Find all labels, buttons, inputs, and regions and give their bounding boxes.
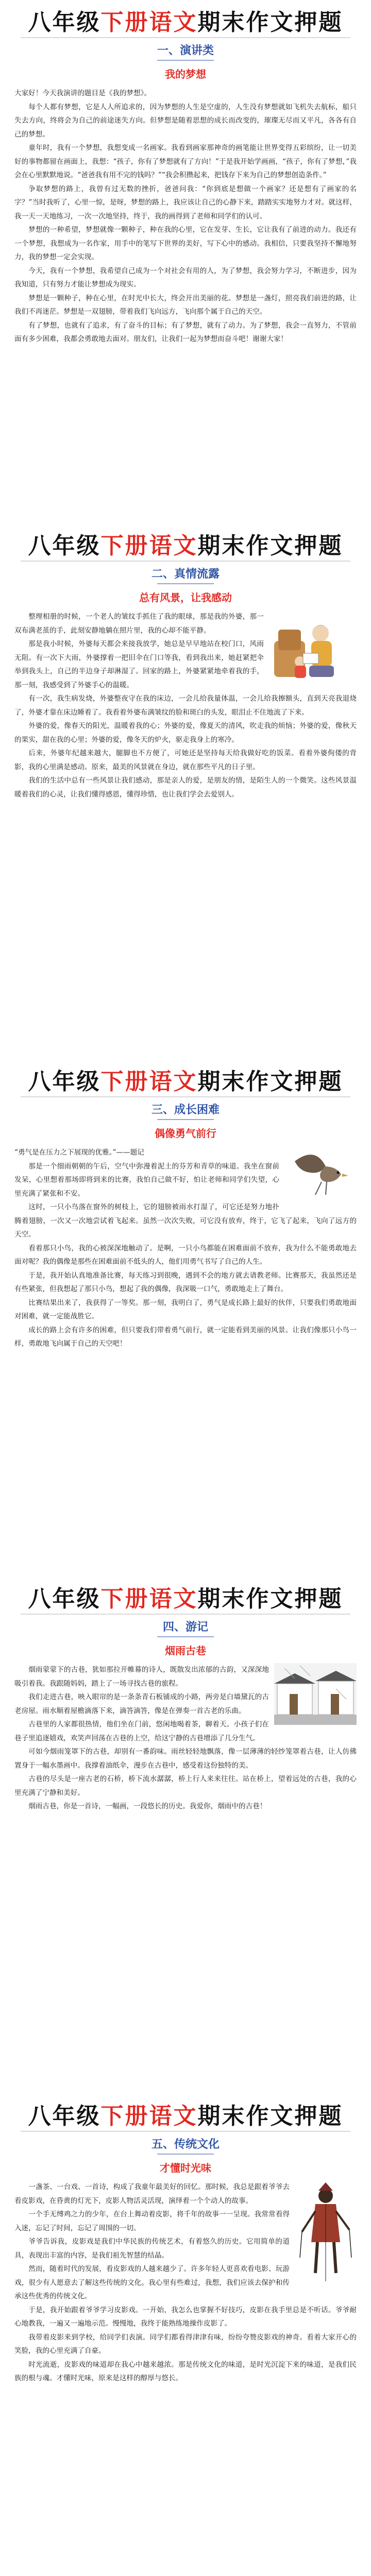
paragraph: 古巷的尽头是一座古老的石桥，桥下流水潺潺，桥上行人来来往往。站在桥上，望着远处的古巷，我的心里充满了宁静和美好。	[14, 1775, 357, 1797]
category-label: 三、成长困难	[151, 1104, 220, 1116]
paragraph: 今天，我有一个梦想，我希望自己成为一个对社会有用的人，为了梦想，我会努力学习，不断进步，因为我知道，只有努力才能让梦想成为现实。	[14, 266, 357, 289]
shadow-puppet-illustration	[295, 2180, 357, 2283]
header-divider	[21, 1614, 350, 1615]
paragraph: 看着那只小鸟，我的心被深深地触动了。是啊，一只小鸟都能在困难面前不放弃，我为什么不能勇敢地去面对呢？我的偶像是那些在困难面前不低头的人，他们用勇气书写了自己的人生。	[14, 1244, 357, 1266]
paragraph: 比赛结果出来了，我获得了一等奖。那一刻，我明白了，勇气是成长路上最好的伙伴，只要我们勇敢地面对困难，就一定能战胜它。	[14, 1298, 357, 1320]
bird-illustration	[284, 1146, 357, 1202]
category-label: 一、演讲类	[157, 44, 214, 57]
paragraph: 于是，我开始认真地准备比赛，每天练习到很晚，遇到不会的地方就去请教老师。比赛那天，我虽然还是有些紧张，但我想起了那只小鸟，想起了我的偶像，我深吸一口气，勇敢地走上了舞台。	[14, 1271, 357, 1293]
header-divider	[21, 2131, 350, 2132]
category-underline	[157, 1119, 214, 1120]
paragraph: 古巷里的人家都很热情，他们坐在门前，悠闲地喝着茶，聊着天。小孩子们在巷子里追逐嬉戏，欢笑声回荡在古巷的上空，给这宁静的古巷增添了几分生气。	[14, 1720, 269, 1742]
header-divider	[21, 37, 350, 38]
paragraph: 我们走进古巷，映入眼帘的是一条条青石板铺成的小路，两旁是白墙黛瓦的古老房屋。雨水顺着屋檐滴落下来，滴答滴答，像是在弹奏一首古老的乐曲。	[14, 1693, 269, 1715]
category-label: 四、游记	[162, 1621, 208, 1634]
category-label: 五、传统文化	[151, 2138, 220, 2151]
paragraph: 一个手无缚鸡之力的少年，在台上舞动着皮影，将千年的故事一一呈现。我常常看得入迷，忘记了时间，忘记了周围的一切。	[14, 2210, 290, 2232]
essay-body	[14, 610, 357, 801]
essay-title: 烟雨古巷	[165, 1645, 206, 1657]
section-travel	[0, 1585, 371, 2090]
paragraph: 我们的生活中总有一些风景让我们感动，那是亲人的爱，是朋友的情，是陌生人的一个微笑。这些风景温暖着我们的心灵，让我们懂得感恩，懂得珍惜，也让我们学会去爱别人。	[14, 776, 357, 799]
essay-body	[14, 1146, 357, 1351]
paragraph: “勇气是在压力之下展现的优雅。”——题记	[14, 1148, 144, 1157]
category-underline	[157, 2154, 214, 2155]
paragraph: 后来，外婆年纪越来越大，腿脚也不方便了，可她还是坚持每天给我做好吃的饭菜。看着外婆佝偻的背影，我的心里满是感动。原来，最美的风景就在身边，就在那些平凡的日子里。	[14, 749, 357, 771]
alley-illustration	[274, 1663, 357, 1725]
paragraph: 爷爷告诉我，皮影戏是我们中华民族的传统艺术，有着悠久的历史。它用简单的道具，表现出丰富的内容，是我们祖先智慧的结晶。	[14, 2238, 290, 2260]
paragraph: 我带着皮影来到学校，给同学们表演。同学们都看得津津有味，纷纷夸赞皮影戏的神奇。看着大家开心的笑脸，我的心里充满了自豪。	[14, 2333, 357, 2355]
paragraph: 梦想是一颗种子，种在心里，在时光中长大，终会开出美丽的花。梦想是一盏灯，照亮我们前进的路，让我们不再迷茫。梦想是一双翅膀，带着我们飞向远方，飞向那个属于自己的天空。	[14, 294, 357, 316]
paragraph: 烟雨古巷，你是一首诗，一幅画，一段悠长的历史。我爱你，烟雨中的古巷！	[28, 1802, 267, 1810]
essay-title: 才懂时光味	[160, 2162, 211, 2174]
category-label: 二、真情流露	[151, 568, 220, 581]
essay-title: 我的梦想	[165, 68, 206, 80]
section-growth-difficulty	[0, 1067, 371, 1572]
paragraph: 有一次，我生病发烧，外婆整夜守在我的床边，一会儿给我量体温，一会儿给我擦额头，直到天亮我退烧了，外婆才靠在床边睡着了。我看着外婆布满皱纹的脸和斑白的头发，眼泪止不住地流了下来。	[14, 694, 357, 717]
header-divider	[21, 561, 350, 562]
paragraph: 梦想的一种希望，梦想就像一颗种子，种在我的心里，它在发芽、生长，它让我有了前进的动力。我还有一个梦想，我想成为一名作家，用手中的笔写下世界的美好，写下心中的感动。我相信，只要我坚持不懈地努力，我的梦想一定会实现。	[14, 226, 357, 261]
paragraph: 争取梦想的路上，我曾有过无数的挫折，爸爸问我：“你到底是想做一个画家？还是想有了画家的名字？”当时我听了，心里一惊，是呀，梦想的路上，我应该让自己的心静下来，踏踏实实地努力才对。就这样，我一天一天地练习，一次一次地坚持，终于，我的画得到了老师和同学们的认可。	[14, 184, 357, 221]
section-traditional-culture	[0, 2102, 371, 2576]
poster-header: 八年级下册语文期末作文押题	[28, 1069, 343, 1095]
category-underline	[157, 1636, 214, 1637]
header-divider	[21, 1096, 350, 1097]
paragraph: 一盏茶、一台戏、一首诗，构成了我童年最美好的回忆。那时候，我总是跟着爷爷去看皮影戏，在昏黄的灯光下，皮影人物活灵活现，演绎着一个个动人的故事。	[14, 2183, 290, 2205]
paragraph: 时光流逝，皮影戏的味道却在我心中越来越浓。那是传统文化的味道，是时光沉淀下来的味道，是我们民族的根与魂。才懂时光味，原来是这样的醇厚与悠长。	[14, 2360, 357, 2382]
paragraph: 可如今烟雨笼罩下的古巷，却别有一番韵味。雨丝轻轻地飘落，像一层薄薄的轻纱笼罩着古巷，让人仿佛置身于一幅水墨画中。我撑着油纸伞，漫步在古巷中，感受着这份独特的美。	[14, 1748, 357, 1770]
section-true-feelings	[0, 532, 371, 1052]
category-underline	[157, 60, 214, 61]
paragraph: 烟雨蒙蒙下的古巷，犹如那拉开帷幕的诗人，既散发出浓郁的古韵，又深深地吸引着我。我跟随妈妈，踏上了一场寻找古巷的旅程。	[14, 1666, 269, 1688]
essay-title: 偶像勇气前行	[155, 1127, 216, 1140]
paragraph: 整理相册的时候，一个老人的皱纹手抓住了我的眼球，那是我的外婆，那一双布满老茧的手，此刻安静地躺在照片里，我的心却不能平静。	[14, 613, 264, 635]
poster-header: 八年级下册语文期末作文押题	[28, 1586, 343, 1612]
paragraph: 然而，随着时代的发展，看皮影戏的人越来越少了。许多年轻人更喜欢看电影、玩游戏，很少有人愿意去了解这些传统的文化。我心里有些难过，我想，我们应该去保护和传承这些优秀的传统文化。	[14, 2265, 290, 2300]
category-underline	[157, 583, 214, 584]
essay-body	[14, 87, 357, 346]
paragraph: 有了梦想，也就有了追求，有了奋斗的目标；有了梦想，就有了动力。为了梦想，我会一直努力，不管前面有多少困难，我都会勇敢地去面对。朋友们，让我们一起为梦想而奋斗吧！谢谢大家！	[14, 321, 357, 343]
essay-title: 总有风景，让我感动	[139, 591, 232, 604]
poster-header: 八年级下册语文期末作文押题	[28, 2103, 343, 2129]
poster-header: 八年级下册语文期末作文押题	[28, 533, 343, 559]
paragraph: 成长的路上会有许多的困难，但只要我们带着勇气前行，就一定能看到美丽的风景。让我们像那只小鸟一样，勇敢地飞向属于自己的天空吧！	[14, 1326, 357, 1348]
paragraph: 外婆的爱，像春天的阳光，温暖着我的心；外婆的爱，像夏天的清风，吹走我的烦恼；外婆的爱，像秋天的果实，甜在我的心里；外婆的爱，像冬天的炉火，驱走我身上的寒冷。	[14, 722, 357, 744]
paragraph: 大家好！今天我演讲的题目是《我的梦想》。	[14, 89, 151, 97]
section-speech	[0, 8, 371, 518]
grandma-reading-illustration	[269, 610, 357, 687]
paragraph: 那是一个细雨朝朝的午后，空气中弥漫着泥土的芬芳和青草的味道。我坐在窗前发呆，心里想着那场即将到来的比赛，我怕自己做不好，怕让老师和同学们失望，心里充满了紧张和不安。	[14, 1162, 279, 1198]
essay-body	[14, 1663, 357, 1814]
paragraph: 每个人都有梦想，它是人人所追求的，因为梦想的人生是空虚的，人生没有梦想就如飞机失去航标，船只失去方向，终将会为自己的前途迷失方向。但梦想是随着思想的成长而改变的，璀璨无尽而又平凡，各各有自己的梦想。	[14, 103, 357, 139]
paragraph: 童年时，我有一个梦想，我想变成一名画家。我看到画家那神奇的画笔能让世界变得五彩缤纷，让一切美好的事物都留在画面上，我想：“孩子，你有了梦想就有了方向！”于是我开始学画画，“孩子，你有了梦想，”我会在心里默默地说。“爸爸我有用不完的钱吗？”“我会积攒起来，把钱存下来为自己的梦想创造条件。”	[14, 144, 357, 179]
essay-body	[14, 2180, 357, 2385]
paragraph: 那是我小时候，外婆每天都会来接我放学，她总是早早地站在校门口，风雨无阻。有一次下大雨，外婆撑着一把旧伞在门口等我，看到我出来，她赶紧把伞举到我头上，自己的半边身子却淋湿了。回家的路上，外婆紧紧地牵着我的手，那一刻，我感受到了外婆手心的温暖。	[14, 640, 264, 689]
poster-header: 八年级下册语文期末作文押题	[28, 9, 343, 36]
paragraph: 于是，我开始跟着爷爷学习皮影戏。一开始，我怎么也掌握不好技巧，皮影在我手里总是不听话。爷爷耐心地教我，一遍又一遍地示范。慢慢地，我终于能熟练地操作皮影了。	[14, 2306, 357, 2328]
paragraph: 这时，一只小鸟落在窗外的树枝上，它的翅膀被雨水打湿了，可它还是努力地扑腾着翅膀，一次又一次地尝试着飞起来。虽然一次次失败，可它没有放弃，终于，它飞了起来，飞向了远方的天空。	[14, 1203, 357, 1239]
